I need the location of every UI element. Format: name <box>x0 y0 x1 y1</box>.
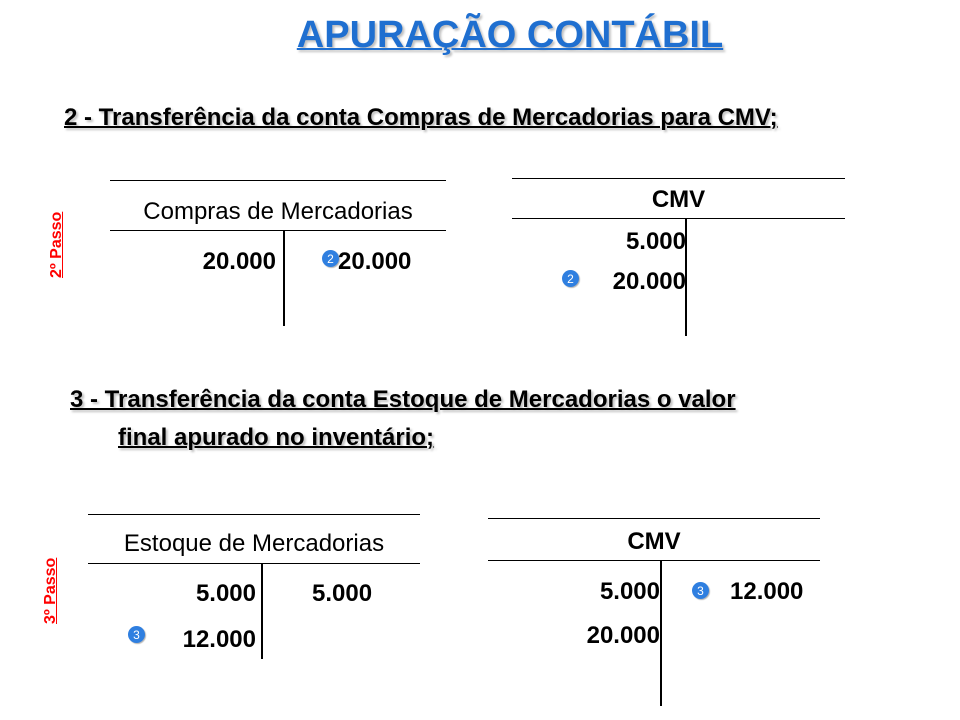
step-2-badge: 2 <box>562 270 579 287</box>
t-account-top-line <box>488 518 820 519</box>
cmv-debit-amount: 5.000 <box>625 228 686 255</box>
section-3-heading-line-1: 3 - Transferência da conta Estoque de Mercadorias o valor <box>70 386 736 413</box>
t-account-top-line <box>512 178 845 179</box>
t-account-top-line <box>88 514 420 515</box>
compras-credit-amount: 20.000 <box>338 248 412 275</box>
t-account-header-line <box>512 218 845 219</box>
page-title: APURAÇÃO CONTÁBIL <box>296 14 724 56</box>
estoque-debit-amount: 12.000 <box>182 626 256 653</box>
step-2-label: 2º Passo <box>48 211 65 278</box>
compras-debit-amount: 20.000 <box>202 248 276 275</box>
t-account-header-line <box>88 563 420 564</box>
step-3-badge: 3 <box>128 626 145 643</box>
cmv-credit-amount: 12.000 <box>730 578 804 605</box>
t-account-divider <box>660 560 662 706</box>
account-title-cmv: CMV <box>627 528 681 555</box>
section-2-heading: 2 - Transferência da conta Compras de Mercadorias para CMV; <box>64 104 778 131</box>
t-account-divider <box>283 230 285 326</box>
account-title-estoque: Estoque de Mercadorias <box>123 530 385 557</box>
estoque-debit-amount: 5.000 <box>195 580 256 607</box>
step-2-badge: 2 <box>322 250 339 267</box>
t-account-header-line <box>110 230 446 231</box>
t-account-divider <box>261 563 263 659</box>
t-account-header-line <box>488 560 820 561</box>
account-title-cmv: CMV <box>651 186 706 213</box>
section-3-heading-line-2: final apurado no inventário; <box>118 424 435 451</box>
estoque-credit-amount: 5.000 <box>312 580 373 607</box>
cmv-debit-amount: 20.000 <box>586 622 660 649</box>
cmv-debit-amount: 20.000 <box>612 268 686 295</box>
t-account-top-line <box>110 180 446 181</box>
account-title-compras: Compras de Mercadorias <box>143 198 413 225</box>
step-3-label: 3º Passo <box>42 557 59 624</box>
step-3-badge: 3 <box>692 582 709 599</box>
cmv-debit-amount: 5.000 <box>599 578 660 605</box>
